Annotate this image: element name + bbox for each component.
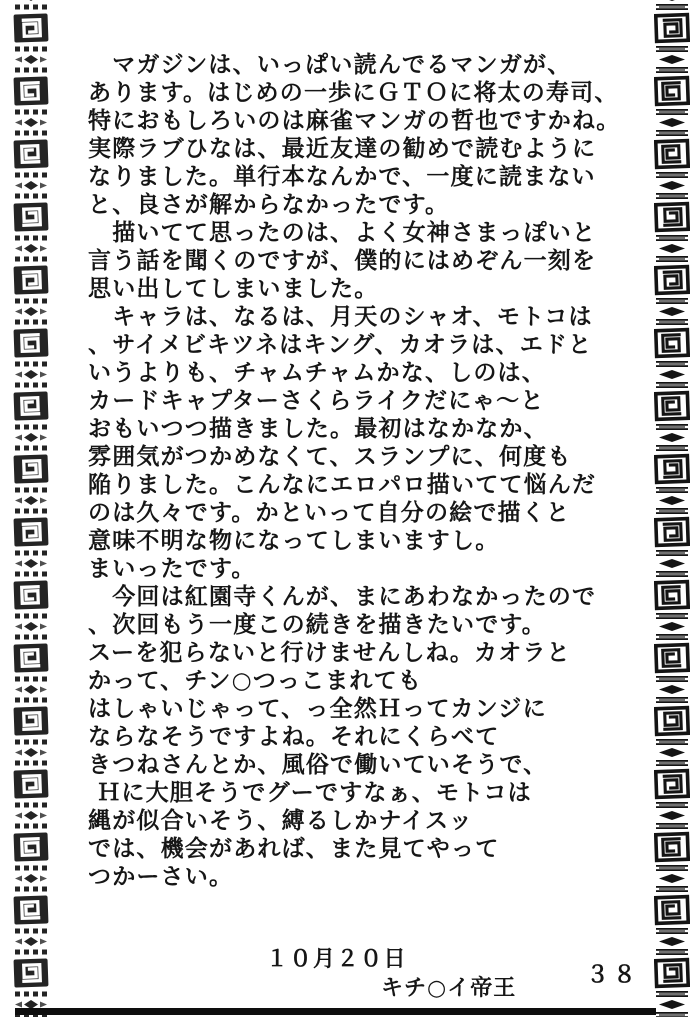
text-line: ならなそうですよね。それにくらべて [88,724,500,750]
tribal-spiral-filled-icon [13,12,49,43]
tribal-spiral-filled-icon [13,201,49,232]
dots-divider-icon [15,424,47,430]
text-line: 縄が似合いそう、縛るしかナイスッ [88,808,474,834]
text-line: なりました。単行本なんかで、一度に読まない [88,164,596,190]
bottom-rule [15,1008,656,1015]
winged-diamond-icon [14,244,48,253]
tribal-border-unit [13,549,49,612]
stripe-bar-icon [656,949,688,955]
tribal-spiral-filled-icon [13,642,49,673]
tribal-spiral-filled-icon [13,831,49,862]
tribal-spiral-filled-icon [13,579,49,610]
dots-divider-icon [15,886,47,892]
tribal-spiral-filled-icon [13,390,49,421]
dots-divider-icon [15,130,47,136]
stripe-bar-icon [656,1012,688,1017]
text-line: 雰囲気がつかめなくて、スランプに、何度も [88,444,572,470]
winged-diamond-icon [14,874,48,883]
stripe-bar-icon [656,4,688,10]
winged-diamond-icon [14,433,48,442]
dots-divider-icon [15,109,47,115]
dots-divider-icon [15,928,47,934]
tribal-border-unit [13,927,49,990]
text-line: では、機会があれば、また見てやって [88,836,500,862]
text-line: 陥りました。こんなにエロパロ描いてて悩んだ [88,472,597,498]
dots-divider-icon [15,949,47,955]
dots-divider-icon [15,172,47,178]
footer-date: １０月２０日 [266,947,408,972]
tribal-spiral-filled-icon [13,894,49,925]
tribal-border-unit [13,360,49,423]
text-line: つかーさい。 [88,864,234,890]
tribal-border-unit [13,864,49,927]
text-line: 、サイメビキツネはキング、カオラは、エドと [88,332,593,358]
tribal-spiral-outline-icon [654,957,690,988]
dots-divider-icon [15,508,47,514]
text-line: のは久々です。かといって自分の絵で描くと [88,500,571,526]
tribal-spiral-filled-icon [13,957,49,988]
tribal-spiral-filled-icon [13,768,49,799]
winged-diamond-icon [14,811,48,820]
text-line: 今回は紅園寺くんが、まにあわなかったので [88,584,597,610]
dots-divider-icon [15,739,47,745]
dots-divider-icon [15,361,47,367]
left-tribal-border [13,0,49,1017]
tribal-spiral-outline-icon [654,12,690,43]
footer-author-signature: キチ○イ帝王 [381,976,517,1001]
text-line: 描いてて思ったのは、よく女神さまっぽいと [88,220,597,246]
dots-divider-icon [15,613,47,619]
dots-divider-icon [15,760,47,766]
text-line: いうよりも、チャムチャムかな、しのは、 [88,360,546,386]
diamond-icon [655,0,689,1]
text-line: きつねさんとか、風俗で働いていそうで、 [88,752,548,778]
winged-diamond-icon [14,937,48,946]
tribal-border-unit [13,171,49,234]
tribal-spiral-filled-icon [13,75,49,106]
text-line: Ｈに大胆そうでグーですなぁ、モトコは [88,780,532,806]
tribal-border-unit [13,801,49,864]
dots-divider-icon [15,676,47,682]
dots-divider-icon [15,235,47,241]
dots-divider-icon [15,697,47,703]
text-line: 、次回もう一度この続きを描きたいです。 [88,612,546,638]
winged-diamond-icon [14,118,48,127]
stripe-bar-icon [656,991,688,997]
winged-diamond-icon [14,370,48,379]
tribal-border-unit [13,0,49,45]
tribal-border-unit [13,612,49,675]
dots-divider-icon [15,550,47,556]
tribal-border-unit [13,234,49,297]
tribal-border-unit [13,738,49,801]
dots-divider-icon [15,46,47,52]
text-line: 実際ラブひなは、最近友達の勧めで読むように [88,136,597,162]
tribal-border-unit [13,108,49,171]
tribal-spiral-filled-icon [13,705,49,736]
diamond-icon [655,937,689,946]
tribal-border-unit [654,0,690,45]
page-number: ３８ [586,962,640,988]
tribal-spiral-filled-icon [13,264,49,295]
stripe-bar-icon [656,928,688,934]
winged-diamond-icon [14,307,48,316]
tribal-border-unit [654,927,690,990]
text-line: スーを犯らないと行けませんしね。カオラと [88,640,571,666]
dots-divider-icon [15,67,47,73]
dots-divider-icon [15,256,47,262]
dots-divider-icon [15,445,47,451]
text-line: 言う話を聞くのですが、僕的にはめぞん一刻を [88,248,597,274]
text-line: 思い出してしまいました。 [88,276,379,302]
dots-divider-icon [15,823,47,829]
tribal-border-unit [13,423,49,486]
tribal-border-unit [13,675,49,738]
text-line: と、良さが解からなかったです。 [88,192,450,218]
winged-diamond-icon [14,622,48,631]
dots-divider-icon [15,487,47,493]
text-line: あります。はじめの一歩にＧＴＯに将太の寿司、 [88,80,619,106]
dots-divider-icon [15,298,47,304]
text-line: カードキャプターさくらライクだにゃ～と [88,388,545,414]
tribal-spiral-filled-icon [13,138,49,169]
text-line: おもいつつ描きました。最初はなかなか、 [88,416,548,442]
winged-diamond-icon [14,748,48,757]
dots-divider-icon [15,382,47,388]
dots-divider-icon [15,319,47,325]
text-line: かって、チン○つっこまれても [88,668,423,694]
winged-diamond-icon [14,55,48,64]
winged-diamond-icon [14,496,48,505]
dots-divider-icon [15,802,47,808]
winged-diamond-icon [14,0,48,1]
tribal-spiral-filled-icon [13,453,49,484]
text-line: キャラは、なるは、月天のシャオ、モトコは [88,304,593,330]
tribal-border-unit [13,297,49,360]
dots-divider-icon [15,4,47,10]
tribal-border-unit [654,990,690,1017]
text-line: まいったです。 [88,556,256,582]
afterword-text-block [88,51,663,891]
tribal-spiral-filled-icon [13,327,49,358]
winged-diamond-icon [14,559,48,568]
text-line: 特におもしろいのは麻雀マンガの哲也ですかね。 [88,108,621,134]
diamond-icon [655,1000,689,1009]
dots-divider-icon [15,193,47,199]
winged-diamond-icon [14,685,48,694]
tribal-spiral-outline-icon [654,894,690,925]
tribal-border-unit [13,486,49,549]
dots-divider-icon [15,571,47,577]
dots-divider-icon [15,991,47,997]
winged-diamond-icon [14,181,48,190]
tribal-spiral-filled-icon [13,516,49,547]
text-line: 意味不明な物になってしまいますし。 [88,528,500,554]
text-line: はしゃいじゃって、っ全然Ｈってカンジに [88,696,547,722]
dots-divider-icon [15,634,47,640]
text-line: マガジンは、いっぱい読んでるマンガが、 [88,52,572,78]
tribal-border-unit [13,45,49,108]
dots-divider-icon [15,865,47,871]
